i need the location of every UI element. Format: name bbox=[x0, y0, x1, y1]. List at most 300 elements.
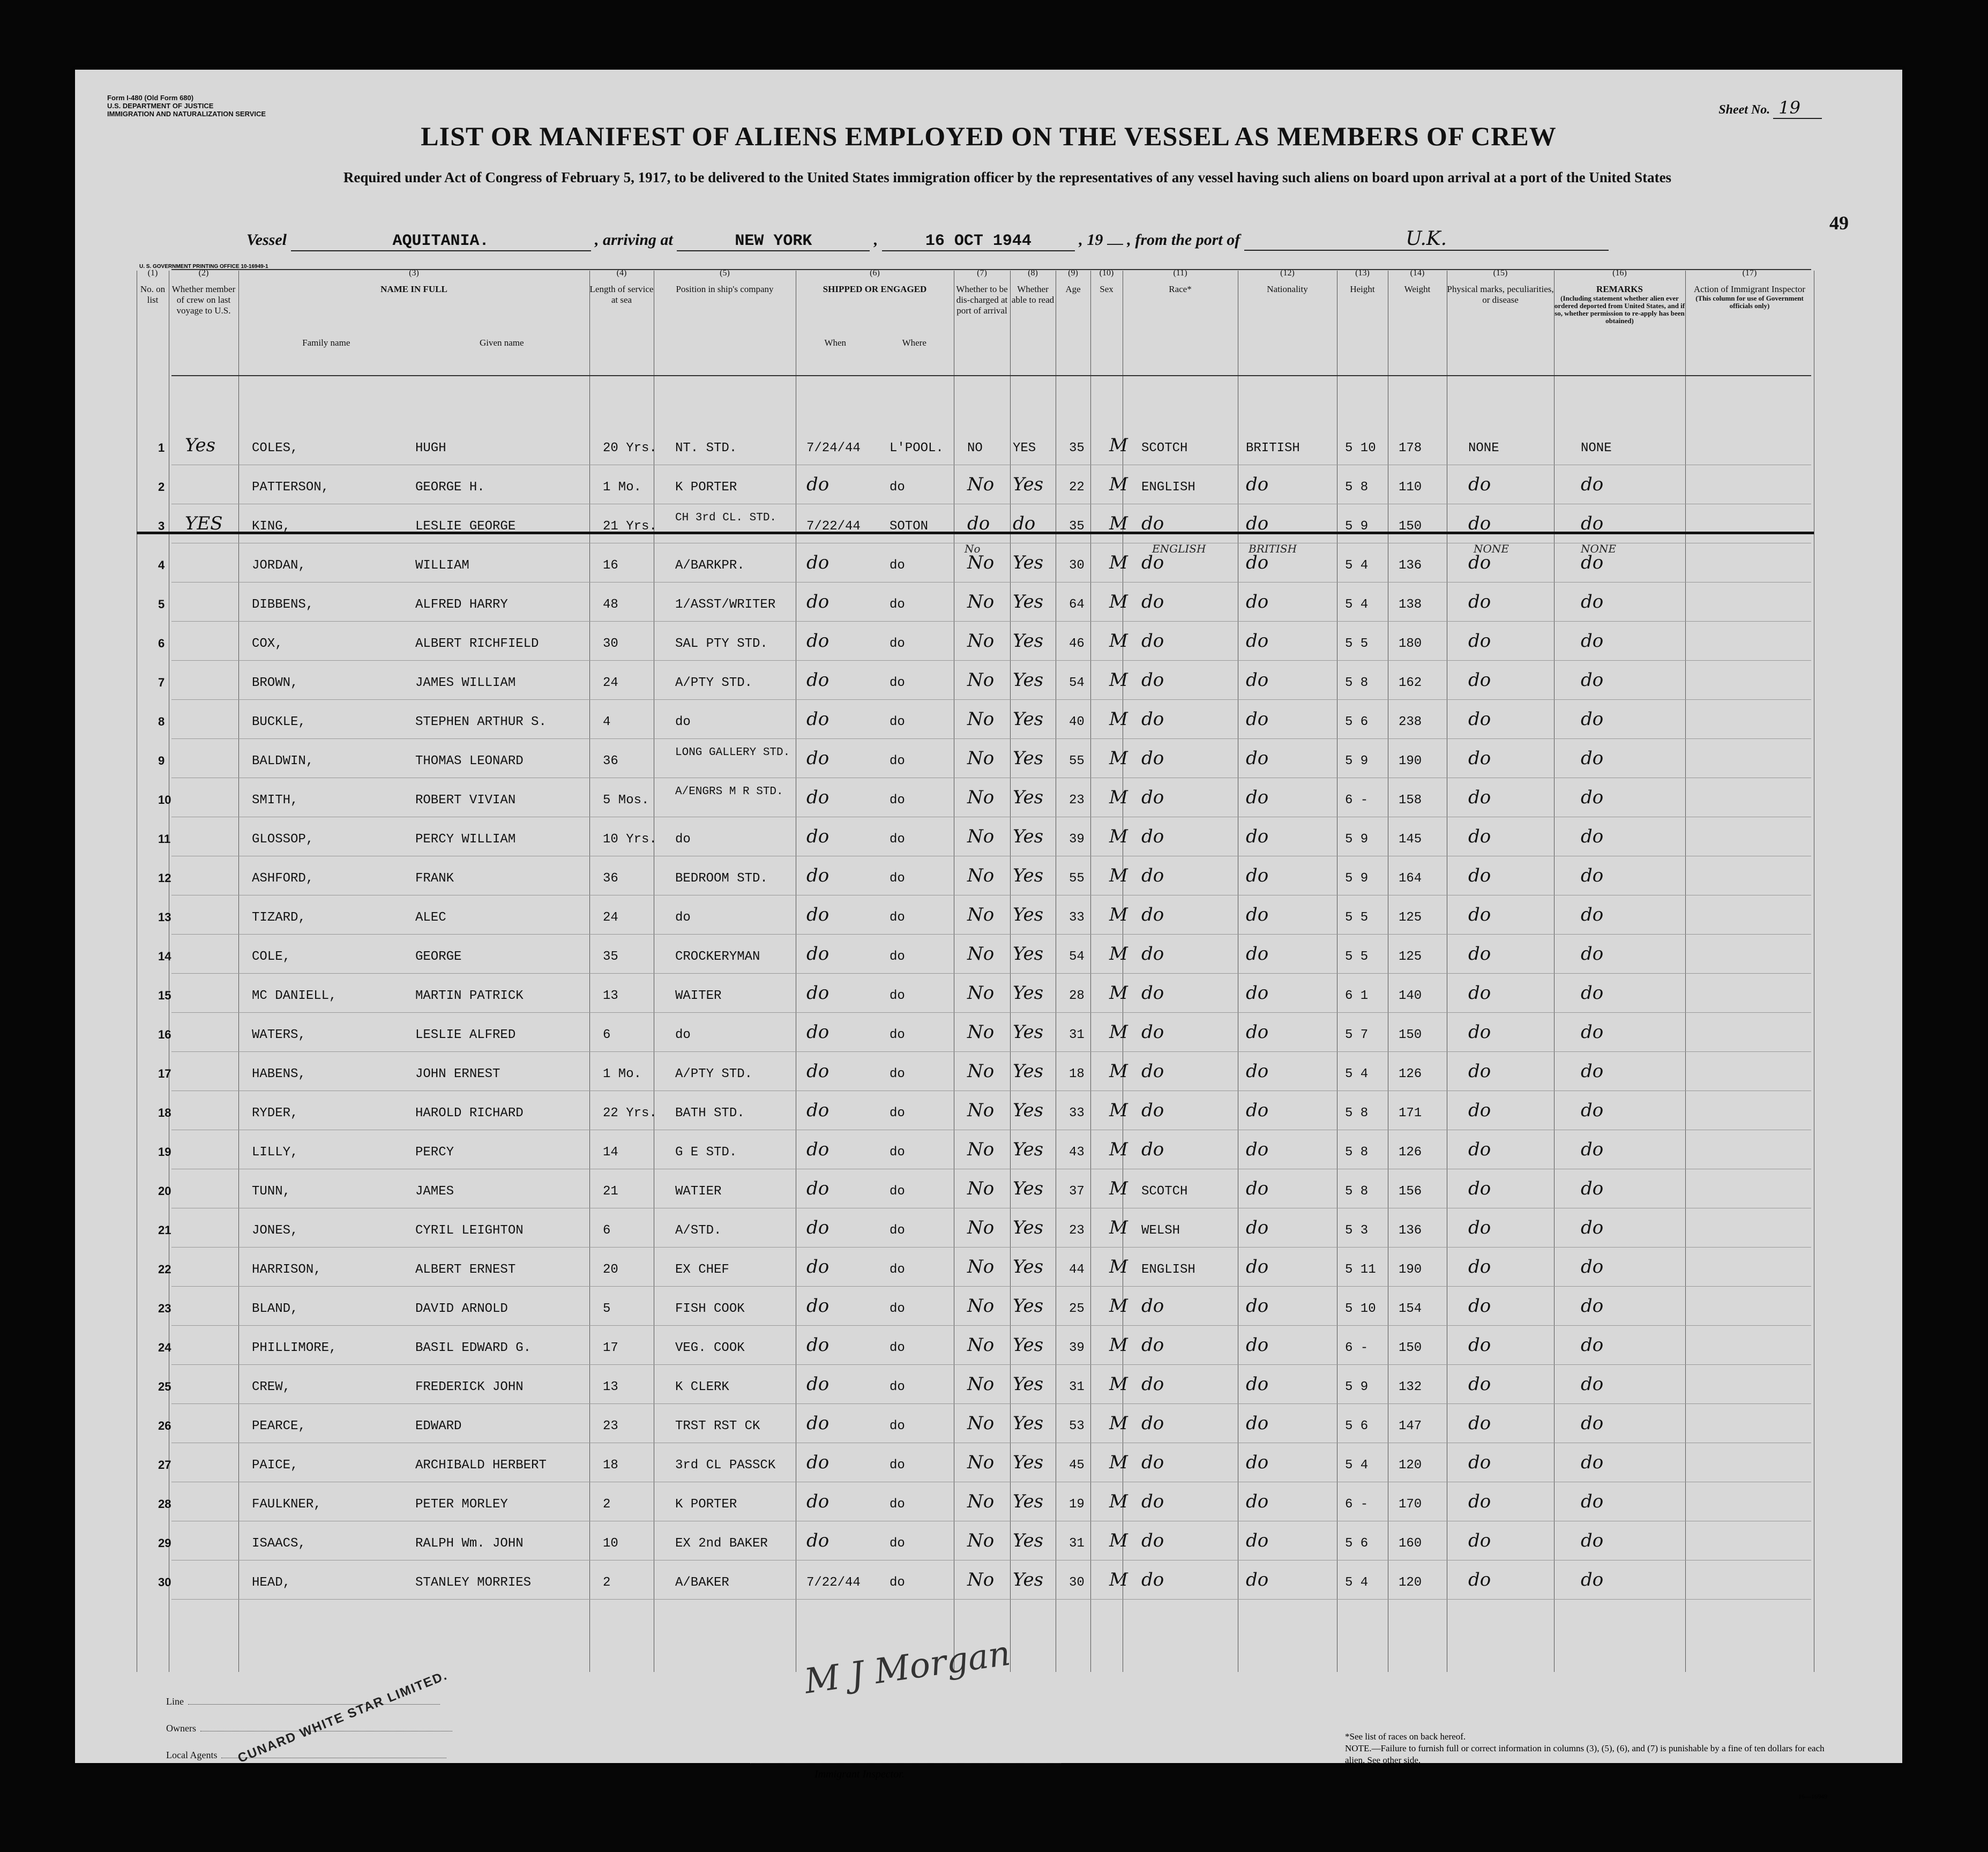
cell-no: 27 bbox=[158, 1458, 171, 1472]
cell-when: do bbox=[806, 591, 829, 613]
cell-nationality: do bbox=[1246, 552, 1269, 573]
cell-position: EX 2nd BAKER bbox=[675, 1536, 768, 1551]
cell-age: 31 bbox=[1069, 1380, 1085, 1394]
cell-read: Yes bbox=[1013, 708, 1044, 730]
cell-no: 13 bbox=[158, 910, 171, 924]
cell-given: MARTIN PATRICK bbox=[415, 989, 524, 1003]
cell-family: HARRISON, bbox=[252, 1263, 322, 1277]
cell-marks: do bbox=[1468, 474, 1491, 495]
cell-marks: do bbox=[1468, 1530, 1491, 1551]
cell-marks: do bbox=[1468, 1256, 1491, 1278]
cell-sex: M bbox=[1109, 787, 1128, 808]
cell-no: 16 bbox=[158, 1028, 171, 1041]
cell-service: 48 bbox=[603, 598, 618, 612]
table-row bbox=[75, 666, 1902, 701]
cell-where: do bbox=[890, 754, 905, 768]
cell-sex: M bbox=[1109, 708, 1128, 730]
cell-height: 5 6 bbox=[1345, 1536, 1369, 1551]
cell-when: do bbox=[806, 552, 829, 573]
cell-sex: M bbox=[1109, 826, 1128, 847]
cell-where: L'POOL. bbox=[890, 441, 944, 455]
cell-given: PERCY bbox=[415, 1145, 454, 1160]
vessel-name: AQUITANIA. bbox=[291, 232, 591, 251]
table-row bbox=[75, 1566, 1902, 1601]
cell-read: Yes bbox=[1013, 1569, 1044, 1590]
from-port-value: U.K. bbox=[1244, 228, 1609, 251]
table-row bbox=[75, 1370, 1902, 1406]
column-sublabel: Family name bbox=[302, 338, 350, 348]
page-number: 49 bbox=[1829, 212, 1849, 234]
cell-service: 4 bbox=[603, 715, 611, 729]
column-number: (9) bbox=[1068, 268, 1078, 278]
cell-given: FRANK bbox=[415, 871, 454, 886]
cell-where: do bbox=[890, 676, 905, 690]
cell-read: Yes bbox=[1013, 552, 1044, 573]
cell-marks: do bbox=[1468, 1373, 1491, 1395]
cell-when: do bbox=[806, 1373, 829, 1395]
cell-read: Yes bbox=[1013, 748, 1044, 769]
cell-weight: 150 bbox=[1399, 1028, 1422, 1042]
cell-position: A/ENGRS M R STD. bbox=[675, 786, 783, 798]
cell-service: 23 bbox=[603, 1419, 618, 1433]
cell-no: 18 bbox=[158, 1106, 171, 1119]
cell-race: do bbox=[1141, 748, 1164, 769]
cell-where: do bbox=[890, 1184, 905, 1199]
cell-age: 53 bbox=[1069, 1419, 1085, 1433]
cell-age: 54 bbox=[1069, 676, 1085, 690]
table-row bbox=[75, 627, 1902, 662]
cell-race: do bbox=[1141, 1530, 1164, 1551]
cell-remarks: do bbox=[1581, 1452, 1604, 1473]
cell-race: do bbox=[1141, 1021, 1164, 1043]
cell-nationality: do bbox=[1246, 787, 1269, 808]
column-header bbox=[954, 268, 1010, 316]
cell-discharged: No bbox=[967, 1413, 995, 1434]
cell-position: BATH STD. bbox=[675, 1106, 745, 1121]
cell-sex: M bbox=[1109, 435, 1128, 456]
cell-height: 5 5 bbox=[1345, 637, 1369, 651]
cell-remarks: do bbox=[1581, 1530, 1604, 1551]
cell-remarks: do bbox=[1581, 1139, 1604, 1160]
cell-family: PEARCE, bbox=[252, 1419, 306, 1433]
column-label: SHIPPED OR ENGAGED bbox=[823, 284, 927, 294]
cell-read: Yes bbox=[1013, 1413, 1044, 1434]
column-number: (8) bbox=[1028, 268, 1038, 278]
cell-nationality: do bbox=[1246, 865, 1269, 886]
cell-family: PATTERSON, bbox=[252, 480, 330, 495]
cell-where: do bbox=[890, 989, 905, 1003]
cell-weight: 158 bbox=[1399, 793, 1422, 808]
cell-weight: 150 bbox=[1399, 519, 1422, 534]
cell-where: do bbox=[890, 1380, 905, 1394]
cell-given: STANLEY MORRIES bbox=[415, 1575, 532, 1590]
cell-where: do bbox=[890, 1536, 905, 1551]
cell-service: 24 bbox=[603, 910, 618, 925]
cell-height: 5 9 bbox=[1345, 871, 1369, 886]
column-label: REMARKS bbox=[1596, 284, 1643, 294]
cell-age: 33 bbox=[1069, 1106, 1085, 1121]
cell-remarks: do bbox=[1581, 669, 1604, 691]
cell-remarks: do bbox=[1581, 904, 1604, 925]
cell-read: Yes bbox=[1013, 1178, 1044, 1199]
cell-family: COLES, bbox=[252, 441, 298, 455]
cell-no: 14 bbox=[158, 950, 171, 963]
cell-position: FISH COOK bbox=[675, 1302, 745, 1316]
cell-remarks: do bbox=[1581, 1256, 1604, 1278]
table-row bbox=[75, 588, 1902, 623]
column-label: Length of service at sea bbox=[589, 284, 654, 305]
cell-marks: do bbox=[1468, 1491, 1491, 1512]
cell-weight: 126 bbox=[1399, 1067, 1422, 1081]
cell-discharged: No bbox=[967, 1256, 995, 1278]
cell-marks: do bbox=[1468, 1217, 1491, 1238]
cell-read: Yes bbox=[1013, 1021, 1044, 1043]
cell-race: do bbox=[1141, 787, 1164, 808]
cell-where: do bbox=[890, 1263, 905, 1277]
cell-discharged: No bbox=[967, 1491, 995, 1512]
cell-where: do bbox=[890, 832, 905, 847]
column-number: (5) bbox=[720, 268, 730, 278]
table-row bbox=[75, 783, 1902, 819]
cell-position: 3rd CL PASSCK bbox=[675, 1458, 776, 1473]
sheet-number-value: 19 bbox=[1773, 98, 1822, 119]
cell-read: Yes bbox=[1013, 669, 1044, 691]
cell-sex: M bbox=[1109, 1256, 1128, 1278]
cell-age: 46 bbox=[1069, 637, 1085, 651]
column-header bbox=[1090, 268, 1123, 295]
cell-read: Yes bbox=[1013, 1256, 1044, 1278]
cell-nationality: do bbox=[1246, 748, 1269, 769]
cell-race: do bbox=[1141, 1061, 1164, 1082]
cell-height: 5 10 bbox=[1345, 441, 1376, 455]
cell-weight: 162 bbox=[1399, 676, 1422, 690]
cell-discharged: No bbox=[967, 1569, 995, 1590]
cell-position: A/BARKPR. bbox=[675, 558, 745, 573]
cell-sex: M bbox=[1109, 1139, 1128, 1160]
cell-no: 25 bbox=[158, 1380, 171, 1393]
cell-race: do bbox=[1141, 513, 1164, 534]
column-label: Sex bbox=[1100, 284, 1113, 294]
cell-height: 5 5 bbox=[1345, 950, 1369, 964]
cell-remarks: do bbox=[1581, 1217, 1604, 1238]
table-row bbox=[75, 823, 1902, 858]
cell-sex: M bbox=[1109, 748, 1128, 769]
cell-where: do bbox=[890, 1223, 905, 1238]
cell-position: NT. STD. bbox=[675, 441, 737, 455]
cell-service: 20 bbox=[603, 1263, 618, 1277]
cell-remarks: do bbox=[1581, 1569, 1604, 1590]
cell-discharged: No bbox=[967, 1334, 995, 1356]
cell-family: SMITH, bbox=[252, 793, 298, 808]
cell-service: 6 bbox=[603, 1028, 611, 1042]
cell-remarks: do bbox=[1581, 982, 1604, 1004]
cell-race: do bbox=[1141, 552, 1164, 573]
cell-remarks: do bbox=[1581, 1061, 1604, 1082]
cell-no: 6 bbox=[158, 637, 165, 650]
cell-race: do bbox=[1141, 904, 1164, 925]
cell-height: 5 9 bbox=[1345, 519, 1369, 534]
cell-read: Yes bbox=[1013, 904, 1044, 925]
cell-family: BALDWIN, bbox=[252, 754, 314, 768]
cell-sex: M bbox=[1109, 1452, 1128, 1473]
cell-no: 21 bbox=[158, 1223, 171, 1237]
cell-marks: do bbox=[1468, 1295, 1491, 1317]
cell-family: PAICE, bbox=[252, 1458, 298, 1473]
cell-where: do bbox=[890, 1458, 905, 1473]
cell-when: do bbox=[806, 474, 829, 495]
row2-annotation-race: ENGLISH bbox=[1152, 542, 1206, 555]
column-header bbox=[1447, 268, 1554, 305]
cell-discharged: do bbox=[967, 513, 990, 534]
cell-race: do bbox=[1141, 865, 1164, 886]
vessel-label: Vessel bbox=[246, 231, 287, 249]
cell-height: 5 9 bbox=[1345, 832, 1369, 847]
cell-given: WILLIAM bbox=[415, 558, 469, 573]
cell-marks: do bbox=[1468, 1061, 1491, 1082]
cell-position: TRST RST CK bbox=[675, 1419, 760, 1433]
cell-weight: 178 bbox=[1399, 441, 1422, 455]
row2-annotation-marks: NONE bbox=[1474, 542, 1509, 555]
cell-family: ASHFORD, bbox=[252, 871, 314, 886]
printing-office-line: U. S. GOVERNMENT PRINTING OFFICE 10-16949-1 bbox=[139, 264, 268, 270]
cell-weight: 145 bbox=[1399, 832, 1422, 847]
cell-marks: do bbox=[1468, 1452, 1491, 1473]
cell-position: do bbox=[675, 910, 691, 925]
header-bottom-rule bbox=[171, 375, 1811, 376]
cell-no: 30 bbox=[158, 1575, 171, 1589]
column-header bbox=[1123, 268, 1238, 295]
cell-nationality: do bbox=[1246, 474, 1269, 495]
cell-marks: do bbox=[1468, 787, 1491, 808]
cell-age: 40 bbox=[1069, 715, 1085, 729]
cell-age: 28 bbox=[1069, 989, 1085, 1003]
column-number: (1) bbox=[147, 268, 158, 278]
cell-position: LONG GALLERY STD. bbox=[675, 746, 790, 759]
cell-marks: do bbox=[1468, 1139, 1491, 1160]
cell-where: do bbox=[890, 871, 905, 886]
cell-no: 23 bbox=[158, 1302, 171, 1315]
cell-nationality: do bbox=[1246, 826, 1269, 847]
cell-weight: 125 bbox=[1399, 950, 1422, 964]
cell-where: SOTON bbox=[890, 519, 929, 534]
form-id-line: U.S. DEPARTMENT OF JUSTICE bbox=[107, 102, 214, 110]
cell-weight: 147 bbox=[1399, 1419, 1422, 1433]
cell-where: do bbox=[890, 598, 905, 612]
cell-race: do bbox=[1141, 708, 1164, 730]
table-row bbox=[75, 1253, 1902, 1288]
cell-position: WAITER bbox=[675, 989, 722, 1003]
cell-age: 33 bbox=[1069, 910, 1085, 925]
column-number: (16) bbox=[1612, 268, 1627, 278]
cell-sex: M bbox=[1109, 474, 1128, 495]
cell-race: SCOTCH bbox=[1141, 1184, 1188, 1199]
column-number: (3) bbox=[409, 268, 419, 278]
cell-when: 7/22/44 bbox=[806, 519, 861, 534]
cell-nationality: do bbox=[1246, 982, 1269, 1004]
manifest-sheet bbox=[75, 70, 1902, 1800]
cell-marks: do bbox=[1468, 748, 1491, 769]
cell-read: Yes bbox=[1013, 1452, 1044, 1473]
table-top-rule bbox=[171, 269, 1811, 270]
cell-service: 24 bbox=[603, 676, 618, 690]
cell-no: 11 bbox=[158, 832, 171, 846]
table-row bbox=[75, 1018, 1902, 1054]
cell-weight: 120 bbox=[1399, 1458, 1422, 1473]
column-header bbox=[169, 268, 238, 316]
cell-nationality: do bbox=[1246, 513, 1269, 534]
cell-family: CREW, bbox=[252, 1380, 291, 1394]
row2-annotation-discharged: No bbox=[965, 542, 981, 555]
cell-discharged: No bbox=[967, 474, 995, 495]
cell-race: ENGLISH bbox=[1141, 1263, 1195, 1277]
table-row bbox=[75, 1448, 1902, 1484]
cell-nationality: do bbox=[1246, 1217, 1269, 1238]
cell-given: GEORGE H. bbox=[415, 480, 485, 495]
cell-service: 36 bbox=[603, 754, 618, 768]
column-label: Physical marks, peculiarities, or disease bbox=[1447, 284, 1554, 305]
cell-marks: do bbox=[1468, 1021, 1491, 1043]
cell-no: 3 bbox=[158, 519, 165, 533]
cell-weight: 170 bbox=[1399, 1497, 1422, 1512]
column-header bbox=[238, 268, 589, 348]
column-number: (14) bbox=[1410, 268, 1425, 278]
cell-when: 7/24/44 bbox=[806, 441, 861, 455]
cell-family: COLE, bbox=[252, 950, 291, 964]
cell-weight: 156 bbox=[1399, 1184, 1422, 1199]
cell-when: 7/22/44 bbox=[806, 1575, 861, 1590]
cell-sex: M bbox=[1109, 943, 1128, 965]
cell-given: LESLIE ALFRED bbox=[415, 1028, 516, 1042]
cell-sex: M bbox=[1109, 1373, 1128, 1395]
table-row bbox=[75, 471, 1902, 506]
cell-position: K CLERK bbox=[675, 1380, 729, 1394]
cell-remarks: do bbox=[1581, 1021, 1604, 1043]
column-number: (12) bbox=[1280, 268, 1295, 278]
cell-race: WELSH bbox=[1141, 1223, 1180, 1238]
cell-no: 10 bbox=[158, 793, 171, 806]
cell-given: HAROLD RICHARD bbox=[415, 1106, 524, 1121]
column-header bbox=[137, 268, 169, 305]
arriving-label: , arriving at bbox=[595, 231, 673, 249]
row2-annotation-remarks: NONE bbox=[1581, 542, 1616, 555]
cell-service: 21 bbox=[603, 1184, 618, 1199]
cell-height: 5 9 bbox=[1345, 1380, 1369, 1394]
cell-when: do bbox=[806, 748, 829, 769]
cell-read: Yes bbox=[1013, 630, 1044, 652]
cell-age: 23 bbox=[1069, 793, 1085, 808]
cell-no: 20 bbox=[158, 1184, 171, 1198]
year-label: , 19 bbox=[1079, 231, 1103, 249]
cell-position: A/STD. bbox=[675, 1223, 722, 1238]
cell-when: do bbox=[806, 865, 829, 886]
cell-service: 10 bbox=[603, 1536, 618, 1551]
cell-service: 30 bbox=[603, 637, 618, 651]
cell-position: do bbox=[675, 715, 691, 729]
signature-line bbox=[750, 1763, 1061, 1764]
cell-when: do bbox=[806, 669, 829, 691]
cell-marks: do bbox=[1468, 1334, 1491, 1356]
cell-no: 22 bbox=[158, 1263, 171, 1276]
cell-family: JONES, bbox=[252, 1223, 298, 1238]
cell-position: A/PTY STD. bbox=[675, 1067, 753, 1081]
cell-given: ROBERT VIVIAN bbox=[415, 793, 516, 808]
cell-weight: 125 bbox=[1399, 910, 1422, 925]
cell-family: DIBBENS, bbox=[252, 598, 314, 612]
column-number: (11) bbox=[1173, 268, 1187, 278]
cell-no: 9 bbox=[158, 754, 165, 767]
row2-annotation-nationality: BRITISH bbox=[1249, 542, 1297, 555]
cell-discharged: No bbox=[967, 1061, 995, 1082]
cell-race: do bbox=[1141, 1139, 1164, 1160]
cell-marks: do bbox=[1468, 669, 1491, 691]
cell-nationality: do bbox=[1246, 1295, 1269, 1317]
cell-remarks: do bbox=[1581, 826, 1604, 847]
cell-read: Yes bbox=[1013, 982, 1044, 1004]
column-header bbox=[1685, 268, 1814, 310]
cell-family: HEAD, bbox=[252, 1575, 291, 1590]
cell-weight: 138 bbox=[1399, 598, 1422, 612]
cell-nationality: do bbox=[1246, 1452, 1269, 1473]
form-identifier bbox=[107, 94, 266, 118]
cell-prev: YES bbox=[185, 513, 223, 534]
table-row bbox=[75, 979, 1902, 1014]
sheet-number-label: Sheet No. bbox=[1718, 103, 1770, 117]
cell-read: Yes bbox=[1013, 1139, 1044, 1160]
cell-given: STEPHEN ARTHUR S. bbox=[415, 715, 547, 729]
cell-family: BROWN, bbox=[252, 676, 298, 690]
cell-race: do bbox=[1141, 1295, 1164, 1317]
table-row bbox=[75, 1096, 1902, 1132]
cell-height: 5 8 bbox=[1345, 480, 1369, 495]
cell-read: Yes bbox=[1013, 591, 1044, 613]
cell-height: 5 10 bbox=[1345, 1302, 1376, 1316]
cell-age: 30 bbox=[1069, 558, 1085, 573]
table-row bbox=[75, 510, 1902, 545]
cell-service: 17 bbox=[603, 1341, 618, 1355]
table-row bbox=[75, 549, 1902, 584]
cell-position: EX CHEF bbox=[675, 1263, 729, 1277]
cell-service: 35 bbox=[603, 950, 618, 964]
cell-marks: do bbox=[1468, 943, 1491, 965]
column-number: (13) bbox=[1355, 268, 1370, 278]
cell-race: do bbox=[1141, 1491, 1164, 1512]
cell-service: 20 Yrs. bbox=[603, 441, 657, 455]
cell-read: Yes bbox=[1013, 787, 1044, 808]
cell-when: do bbox=[806, 1413, 829, 1434]
column-header bbox=[654, 268, 796, 295]
cell-age: 35 bbox=[1069, 519, 1085, 534]
cell-family: LILLY, bbox=[252, 1145, 298, 1160]
column-header bbox=[1010, 268, 1056, 305]
cell-height: 5 4 bbox=[1345, 1067, 1369, 1081]
cell-no: 15 bbox=[158, 989, 171, 1002]
cell-discharged: No bbox=[967, 669, 995, 691]
cell-age: 23 bbox=[1069, 1223, 1085, 1238]
cell-service: 2 bbox=[603, 1497, 611, 1512]
cell-no: 8 bbox=[158, 715, 165, 728]
arrival-port: NEW YORK bbox=[677, 232, 870, 251]
cell-age: 25 bbox=[1069, 1302, 1085, 1316]
cell-family: COX, bbox=[252, 637, 283, 651]
cell-where: do bbox=[890, 1341, 905, 1355]
cell-remarks: do bbox=[1581, 1334, 1604, 1356]
cell-discharged: NO bbox=[967, 441, 983, 455]
cell-discharged: No bbox=[967, 787, 995, 808]
cell-position: VEG. COOK bbox=[675, 1341, 745, 1355]
cell-given: JAMES bbox=[415, 1184, 454, 1199]
cell-given: LESLIE GEORGE bbox=[415, 519, 516, 534]
cell-weight: 136 bbox=[1399, 1223, 1422, 1238]
